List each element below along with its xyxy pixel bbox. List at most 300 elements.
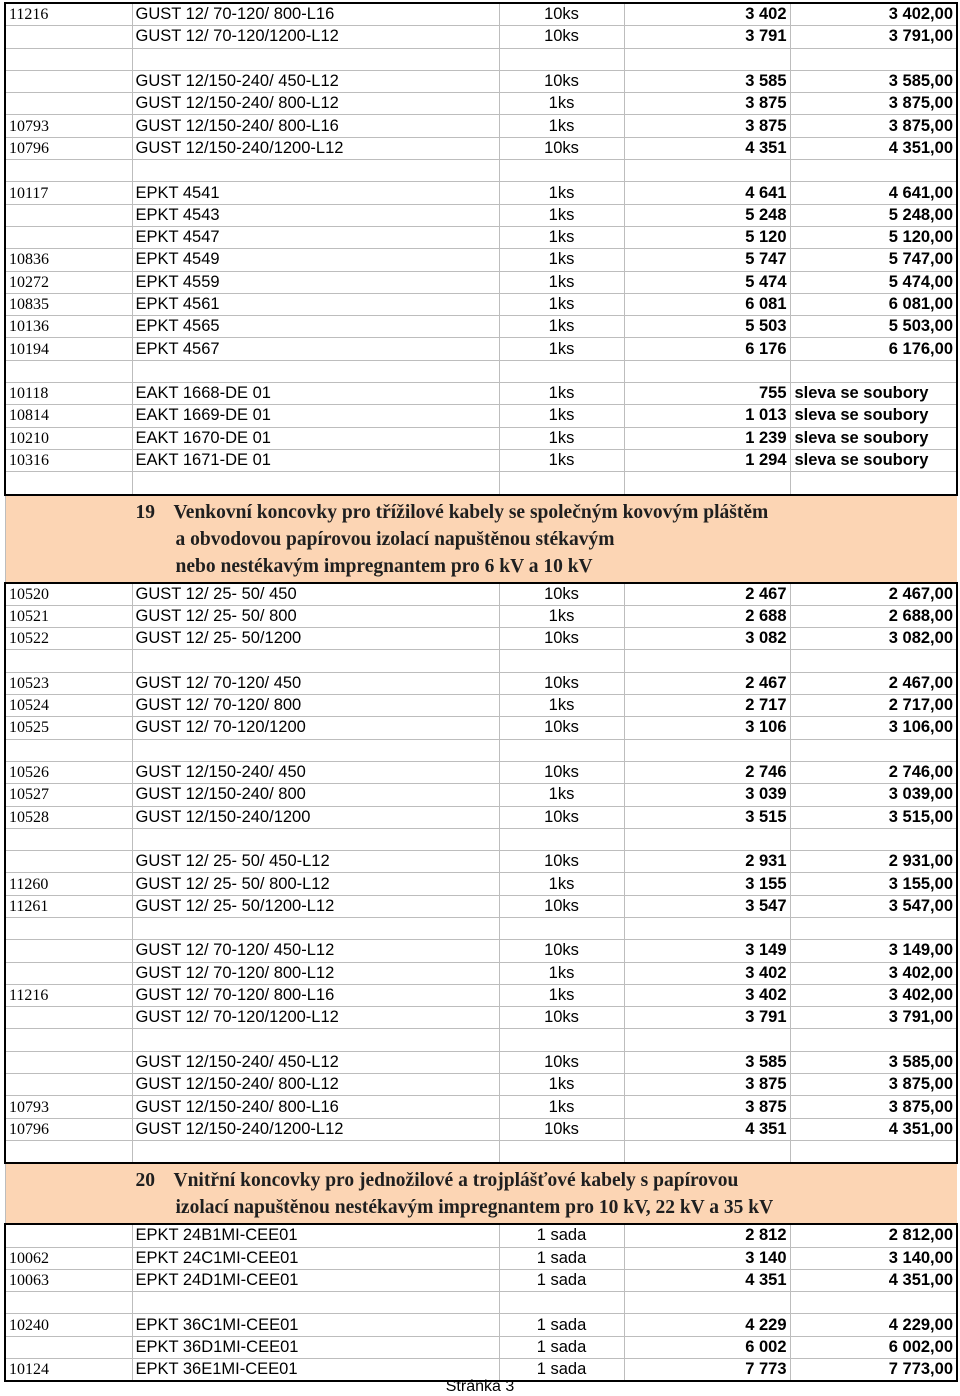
unit-price: 3 082: [624, 628, 790, 650]
package-unit: 10ks: [499, 628, 624, 650]
unit-price: 6 176: [624, 338, 790, 360]
section-title: [5, 495, 957, 583]
table-row: [5, 717, 957, 739]
product-code: 10793: [5, 115, 132, 137]
product-name: EPKT 4567: [132, 338, 499, 360]
package-unit: 1ks: [499, 383, 624, 405]
section-title-line: [6, 553, 958, 580]
product-name: GUST 12/150-240/1200-L12: [132, 1118, 499, 1140]
package-unit: 1ks: [499, 984, 624, 1006]
package-unit: 1ks: [499, 1096, 624, 1118]
table-row: [5, 583, 957, 606]
product-code: 10525: [5, 717, 132, 739]
table-row: [5, 873, 957, 895]
product-code: 10835: [5, 293, 132, 315]
product-code: [5, 1292, 132, 1314]
unit-price: 5 120: [624, 226, 790, 248]
product-code: 10526: [5, 761, 132, 783]
unit-price: 1 294: [624, 449, 790, 471]
price-total: 3 585,00: [790, 1051, 957, 1073]
package-unit: 1 sada: [499, 1359, 624, 1382]
price-total: 3 791,00: [790, 26, 957, 48]
unit-price: 7 773: [624, 1359, 790, 1382]
unit-price: 3 402: [624, 984, 790, 1006]
package-unit: 1ks: [499, 784, 624, 806]
price-total: 3 402,00: [790, 3, 957, 26]
unit-price: 3 875: [624, 1074, 790, 1096]
table-row: [5, 182, 957, 204]
product-name: GUST 12/ 70-120/ 450-L12: [132, 940, 499, 962]
table-row: [5, 70, 957, 92]
price-total: 3 155,00: [790, 873, 957, 895]
unit-price: 1 013: [624, 405, 790, 427]
unit-price: 2 467: [624, 583, 790, 606]
unit-price: 2 688: [624, 605, 790, 627]
product-name: EPKT 4565: [132, 316, 499, 338]
price-total: [790, 472, 957, 495]
price-total: [790, 1029, 957, 1051]
unit-price: 3 585: [624, 70, 790, 92]
price-total: 5 503,00: [790, 316, 957, 338]
spacer-row: [5, 48, 957, 70]
product-code: [5, 650, 132, 672]
price-total: 3 402,00: [790, 984, 957, 1006]
package-unit: 10ks: [499, 583, 624, 606]
package-unit: 1ks: [499, 873, 624, 895]
product-name: EPKT 36D1MI-CEE01: [132, 1336, 499, 1358]
product-code: 10523: [5, 672, 132, 694]
product-code: [5, 26, 132, 48]
product-name: EPKT 24C1MI-CEE01: [132, 1247, 499, 1269]
package-unit: [499, 48, 624, 70]
price-total: 5 474,00: [790, 271, 957, 293]
table-row: [5, 984, 957, 1006]
unit-price: 3 155: [624, 873, 790, 895]
price-total: 6 176,00: [790, 338, 957, 360]
unit-price: 3 547: [624, 895, 790, 917]
price-total: 3 039,00: [790, 784, 957, 806]
product-code: 10796: [5, 1118, 132, 1140]
product-name: GUST 12/150-240/ 800-L12: [132, 1074, 499, 1096]
price-total: 5 747,00: [790, 249, 957, 271]
section-title-text: Vnitřní koncovky pro jednožilové a trojplášťové kabely s papírovou: [173, 1170, 739, 1192]
discount-note: sleva se soubory: [790, 449, 957, 471]
package-unit: [499, 1029, 624, 1051]
table-row: [5, 895, 957, 917]
unit-price: 3 402: [624, 962, 790, 984]
price-total: 3 140,00: [790, 1247, 957, 1269]
package-unit: 1 sada: [499, 1336, 624, 1358]
product-code: [5, 828, 132, 850]
spacer-row: [5, 472, 957, 495]
package-unit: [499, 160, 624, 182]
product-code: [5, 160, 132, 182]
product-name: GUST 12/ 25- 50/ 800: [132, 605, 499, 627]
table-row: [5, 605, 957, 627]
price-total: 2 717,00: [790, 695, 957, 717]
package-unit: 1ks: [499, 962, 624, 984]
price-total: 2 467,00: [790, 672, 957, 694]
unit-price: 3 791: [624, 26, 790, 48]
package-unit: 1ks: [499, 695, 624, 717]
product-name: EPKT 36C1MI-CEE01: [132, 1314, 499, 1336]
spacer-row: [5, 650, 957, 672]
price-total: 4 351,00: [790, 1269, 957, 1291]
price-total: [790, 739, 957, 761]
package-unit: 10ks: [499, 761, 624, 783]
package-unit: 1ks: [499, 271, 624, 293]
unit-price: 3 106: [624, 717, 790, 739]
unit-price: 3 039: [624, 784, 790, 806]
price-total: 3 547,00: [790, 895, 957, 917]
price-total: [790, 360, 957, 382]
section-title-text: Venkovní koncovky pro třížilové kabely se společným kovovým pláštěm: [173, 501, 769, 523]
product-name: EPKT 4559: [132, 271, 499, 293]
package-unit: [499, 828, 624, 850]
price-total: 3 875,00: [790, 1096, 957, 1118]
product-name: EAKT 1670-DE 01: [132, 427, 499, 449]
price-total: 3 149,00: [790, 940, 957, 962]
price-total: 3 402,00: [790, 962, 957, 984]
section-number: 20: [135, 1170, 155, 1192]
product-name: [132, 1292, 499, 1314]
table-row: [5, 137, 957, 159]
product-name: GUST 12/ 70-120/ 800-L16: [132, 984, 499, 1006]
product-name: GUST 12/ 25- 50/ 450-L12: [132, 851, 499, 873]
table-row: [5, 1118, 957, 1140]
product-code: [5, 360, 132, 382]
product-name: EPKT 4561: [132, 293, 499, 315]
unit-price: 5 747: [624, 249, 790, 271]
product-code: 11261: [5, 895, 132, 917]
unit-price: [624, 917, 790, 939]
package-unit: 10ks: [499, 895, 624, 917]
product-code: [5, 1224, 132, 1247]
package-unit: [499, 472, 624, 495]
product-name: GUST 12/150-240/ 800-L12: [132, 93, 499, 115]
package-unit: 1 sada: [499, 1224, 624, 1247]
unit-price: 3 402: [624, 3, 790, 26]
price-total: 4 351,00: [790, 137, 957, 159]
product-code: 10124: [5, 1359, 132, 1382]
section-title-text: a obvodovou papírovou izolací napuštěnou stékavým: [175, 528, 615, 550]
unit-price: [624, 48, 790, 70]
package-unit: 1ks: [499, 93, 624, 115]
product-code: 10814: [5, 405, 132, 427]
table-row: [5, 226, 957, 248]
product-name: GUST 12/ 70-120/1200-L12: [132, 26, 499, 48]
unit-price: [624, 1029, 790, 1051]
table-row: [5, 204, 957, 226]
table-row: [5, 338, 957, 360]
product-code: 10272: [5, 271, 132, 293]
price-total: [790, 160, 957, 182]
product-code: 11216: [5, 3, 132, 26]
product-code: [5, 962, 132, 984]
price-total: 2 467,00: [790, 583, 957, 606]
table-row: [5, 449, 957, 471]
package-unit: 1ks: [499, 182, 624, 204]
product-name: GUST 12/ 25- 50/ 450: [132, 583, 499, 606]
table-row: [5, 1051, 957, 1073]
product-code: 10194: [5, 338, 132, 360]
package-unit: 10ks: [499, 70, 624, 92]
product-name: [132, 828, 499, 850]
price-total: 2 746,00: [790, 761, 957, 783]
price-total: 2 688,00: [790, 605, 957, 627]
table-row: [5, 3, 957, 26]
product-name: [132, 917, 499, 939]
price-total: [790, 828, 957, 850]
product-name: EAKT 1669-DE 01: [132, 405, 499, 427]
product-code: [5, 1051, 132, 1073]
package-unit: 10ks: [499, 1051, 624, 1073]
product-name: EPKT 4543: [132, 204, 499, 226]
product-name: EPKT 4541: [132, 182, 499, 204]
product-code: [5, 1140, 132, 1163]
price-total: 3 791,00: [790, 1007, 957, 1029]
product-code: [5, 93, 132, 115]
unit-price: [624, 739, 790, 761]
table-row: [5, 383, 957, 405]
page-number: Stránka 3: [445, 1378, 515, 1395]
product-code: 10316: [5, 449, 132, 471]
package-unit: 10ks: [499, 940, 624, 962]
unit-price: [624, 360, 790, 382]
price-total: 3 515,00: [790, 806, 957, 828]
price-total: 3 106,00: [790, 717, 957, 739]
unit-price: 4 641: [624, 182, 790, 204]
package-unit: 10ks: [499, 3, 624, 26]
product-code: 10796: [5, 137, 132, 159]
unit-price: 3 875: [624, 1096, 790, 1118]
product-name: [132, 360, 499, 382]
table-row: [5, 115, 957, 137]
product-code: [5, 70, 132, 92]
package-unit: 10ks: [499, 851, 624, 873]
package-unit: 1 sada: [499, 1247, 624, 1269]
unit-price: [624, 1292, 790, 1314]
unit-price: 2 467: [624, 672, 790, 694]
table-row: [5, 93, 957, 115]
unit-price: 2 717: [624, 695, 790, 717]
unit-price: 1 239: [624, 427, 790, 449]
unit-price: 3 515: [624, 806, 790, 828]
package-unit: [499, 360, 624, 382]
product-code: [5, 1007, 132, 1029]
unit-price: [624, 650, 790, 672]
price-total: 3 875,00: [790, 93, 957, 115]
price-total: [790, 1140, 957, 1163]
product-code: 10528: [5, 806, 132, 828]
price-total: 6 081,00: [790, 293, 957, 315]
product-code: [5, 940, 132, 962]
table-row: [5, 1247, 957, 1269]
product-name: [132, 650, 499, 672]
discount-note: sleva se soubory: [790, 383, 957, 405]
product-name: [132, 1029, 499, 1051]
unit-price: 755: [624, 383, 790, 405]
section-title-line: [6, 1167, 958, 1194]
product-name: GUST 12/150-240/ 800: [132, 784, 499, 806]
unit-price: [624, 828, 790, 850]
product-code: 11216: [5, 984, 132, 1006]
package-unit: [499, 917, 624, 939]
unit-price: 3 140: [624, 1247, 790, 1269]
table-row: [5, 1074, 957, 1096]
package-unit: 1ks: [499, 226, 624, 248]
unit-price: [624, 1140, 790, 1163]
product-code: 11260: [5, 873, 132, 895]
product-code: [5, 1074, 132, 1096]
product-name: GUST 12/ 25- 50/ 800-L12: [132, 873, 499, 895]
package-unit: 10ks: [499, 26, 624, 48]
package-unit: [499, 650, 624, 672]
product-name: GUST 12/ 25- 50/1200: [132, 628, 499, 650]
package-unit: [499, 1140, 624, 1163]
price-total: 7 773,00: [790, 1359, 957, 1382]
package-unit: [499, 739, 624, 761]
price-total: 4 641,00: [790, 182, 957, 204]
product-name: [132, 160, 499, 182]
unit-price: 4 351: [624, 1118, 790, 1140]
product-name: EPKT 4547: [132, 226, 499, 248]
unit-price: [624, 160, 790, 182]
product-code: 10117: [5, 182, 132, 204]
spacer-row: [5, 160, 957, 182]
section-number: 19: [135, 501, 155, 523]
package-unit: 1ks: [499, 115, 624, 137]
package-unit: 1ks: [499, 293, 624, 315]
spacer-row: [5, 1029, 957, 1051]
product-name: GUST 12/150-240/1200-L12: [132, 137, 499, 159]
unit-price: 3 875: [624, 115, 790, 137]
unit-price: 5 248: [624, 204, 790, 226]
price-total: [790, 48, 957, 70]
table-row: [5, 851, 957, 873]
price-total: 3 585,00: [790, 70, 957, 92]
price-total: 3 875,00: [790, 1074, 957, 1096]
product-code: [5, 739, 132, 761]
price-total: 2 812,00: [790, 1224, 957, 1247]
section-title: [5, 1163, 957, 1224]
unit-price: 3 585: [624, 1051, 790, 1073]
table-row: [5, 1314, 957, 1336]
spacer-row: [5, 1140, 957, 1163]
table-row: [5, 784, 957, 806]
product-code: [5, 917, 132, 939]
package-unit: 10ks: [499, 1118, 624, 1140]
unit-price: 6 002: [624, 1336, 790, 1358]
product-code: [5, 1336, 132, 1358]
price-total: 3 875,00: [790, 115, 957, 137]
price-total: 4 351,00: [790, 1118, 957, 1140]
product-code: [5, 1029, 132, 1051]
discount-note: sleva se soubory: [790, 427, 957, 449]
product-name: EAKT 1668-DE 01: [132, 383, 499, 405]
section-header: [5, 1163, 957, 1224]
unit-price: 3 791: [624, 1007, 790, 1029]
unit-price: 4 351: [624, 137, 790, 159]
product-name: GUST 12/ 70-120/ 800-L12: [132, 962, 499, 984]
table-row: [5, 1336, 957, 1358]
product-code: [5, 851, 132, 873]
product-code: 10240: [5, 1314, 132, 1336]
product-name: GUST 12/ 25- 50/1200-L12: [132, 895, 499, 917]
table-row: [5, 695, 957, 717]
unit-price: 5 474: [624, 271, 790, 293]
table-row: [5, 316, 957, 338]
table-row: [5, 1007, 957, 1029]
product-name: GUST 12/ 70-120/1200-L12: [132, 1007, 499, 1029]
product-name: GUST 12/150-240/ 450: [132, 761, 499, 783]
table-row: [5, 249, 957, 271]
product-code: [5, 226, 132, 248]
spacer-row: [5, 917, 957, 939]
product-code: 10118: [5, 383, 132, 405]
price-total: 3 082,00: [790, 628, 957, 650]
table-row: [5, 962, 957, 984]
package-unit: 1ks: [499, 405, 624, 427]
product-name: EPKT 24B1MI-CEE01: [132, 1224, 499, 1247]
discount-note: sleva se soubory: [790, 405, 957, 427]
product-name: [132, 48, 499, 70]
table-row: [5, 26, 957, 48]
product-code: 10522: [5, 628, 132, 650]
package-unit: 1ks: [499, 1074, 624, 1096]
section-title-line: [6, 1194, 958, 1221]
product-code: 10136: [5, 316, 132, 338]
price-total: 5 120,00: [790, 226, 957, 248]
package-unit: 10ks: [499, 806, 624, 828]
spacer-row: [5, 739, 957, 761]
unit-price: 6 081: [624, 293, 790, 315]
product-name: GUST 12/150-240/ 450-L12: [132, 1051, 499, 1073]
unit-price: 2 931: [624, 851, 790, 873]
table-row: [5, 761, 957, 783]
unit-price: 2 746: [624, 761, 790, 783]
product-name: GUST 12/ 70-120/ 450: [132, 672, 499, 694]
price-total: 5 248,00: [790, 204, 957, 226]
product-code: 10793: [5, 1096, 132, 1118]
product-name: GUST 12/150-240/ 450-L12: [132, 70, 499, 92]
table-row: [5, 940, 957, 962]
product-name: GUST 12/150-240/1200: [132, 806, 499, 828]
unit-price: 4 229: [624, 1314, 790, 1336]
table-row: [5, 628, 957, 650]
product-name: GUST 12/ 70-120/ 800-L16: [132, 3, 499, 26]
section-title-line: [6, 526, 958, 553]
product-code: 10210: [5, 427, 132, 449]
table-row: [5, 271, 957, 293]
price-total: 2 931,00: [790, 851, 957, 873]
table-row: [5, 405, 957, 427]
package-unit: 10ks: [499, 672, 624, 694]
package-unit: 10ks: [499, 137, 624, 159]
price-total: [790, 917, 957, 939]
package-unit: 10ks: [499, 717, 624, 739]
table-row: [5, 1224, 957, 1247]
price-total: 4 229,00: [790, 1314, 957, 1336]
product-name: GUST 12/150-240/ 800-L16: [132, 1096, 499, 1118]
table-row: [5, 806, 957, 828]
price-total: [790, 1292, 957, 1314]
price-list-table: [4, 2, 958, 1382]
package-unit: 1 sada: [499, 1269, 624, 1291]
table-row: [5, 293, 957, 315]
price-total: [790, 650, 957, 672]
spacer-row: [5, 1292, 957, 1314]
